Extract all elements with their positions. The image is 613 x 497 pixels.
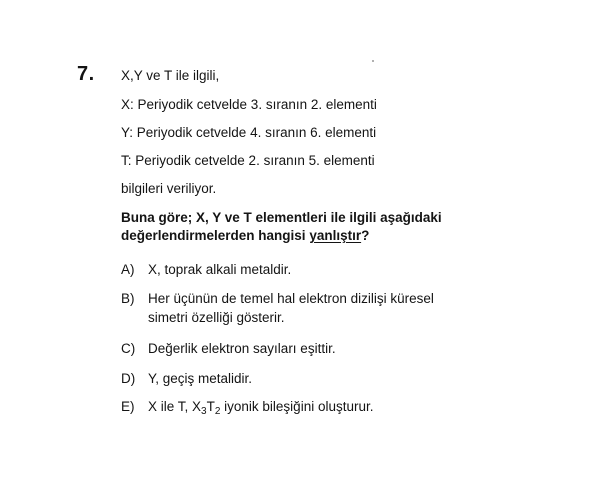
prompt-question-mark: ?: [361, 228, 370, 243]
scan-speck: [372, 60, 374, 62]
option-e-text: [148, 399, 374, 417]
prompt-text: değerlendirmelerden hangisi: [121, 228, 310, 243]
option-c-text: Değerlik elektron sayıları eşittir.: [148, 341, 336, 356]
prompt-emphasis-word: yanlıştır: [309, 228, 362, 243]
question-number: 7.: [77, 63, 95, 85]
question-prompt-line1: Buna göre; X, Y ve T elementleri ile ilgili aşağıdaki: [121, 210, 442, 225]
option-c-letter: C): [121, 341, 136, 356]
option-d[interactable]: [121, 371, 252, 386]
option-b-letter: B): [121, 291, 135, 306]
given-statement: bilgileri veriliyor.: [121, 181, 217, 196]
question-prompt-line2: [121, 228, 369, 243]
option-d-letter: D): [121, 371, 136, 386]
option-b-continuation: simetri özelliği gösterir.: [148, 310, 285, 325]
option-e-subscript-2: 2: [214, 406, 221, 417]
question-intro: X,Y ve T ile ilgili,: [121, 68, 220, 83]
option-e[interactable]: [121, 399, 373, 417]
option-a-letter: A): [121, 262, 135, 277]
option-e-letter: E): [121, 399, 135, 414]
option-b[interactable]: [121, 291, 434, 306]
option-a[interactable]: [121, 262, 291, 277]
option-e-text-mid: T: [206, 399, 215, 414]
fact-y: Y: Periyodik cetvelde 4. sıranın 6. elementi: [121, 125, 377, 140]
option-a-text: X, toprak alkali metaldir.: [148, 262, 292, 277]
option-e-text-pre: X ile T, X: [148, 399, 202, 414]
option-e-text-post: iyonik bileşiğini oluşturur.: [220, 399, 374, 414]
option-e-subscript-1: 3: [201, 406, 207, 417]
fact-x: X: Periyodik cetvelde 3. sıranın 2. elementi: [121, 97, 377, 112]
option-d-text: Y, geçiş metalidir.: [148, 371, 253, 386]
option-c[interactable]: [121, 341, 336, 356]
fact-t: T: Periyodik cetvelde 2. sıranın 5. elementi: [121, 153, 375, 168]
option-b-text: Her üçünün de temel hal elektron dizilişi küresel: [148, 291, 434, 306]
